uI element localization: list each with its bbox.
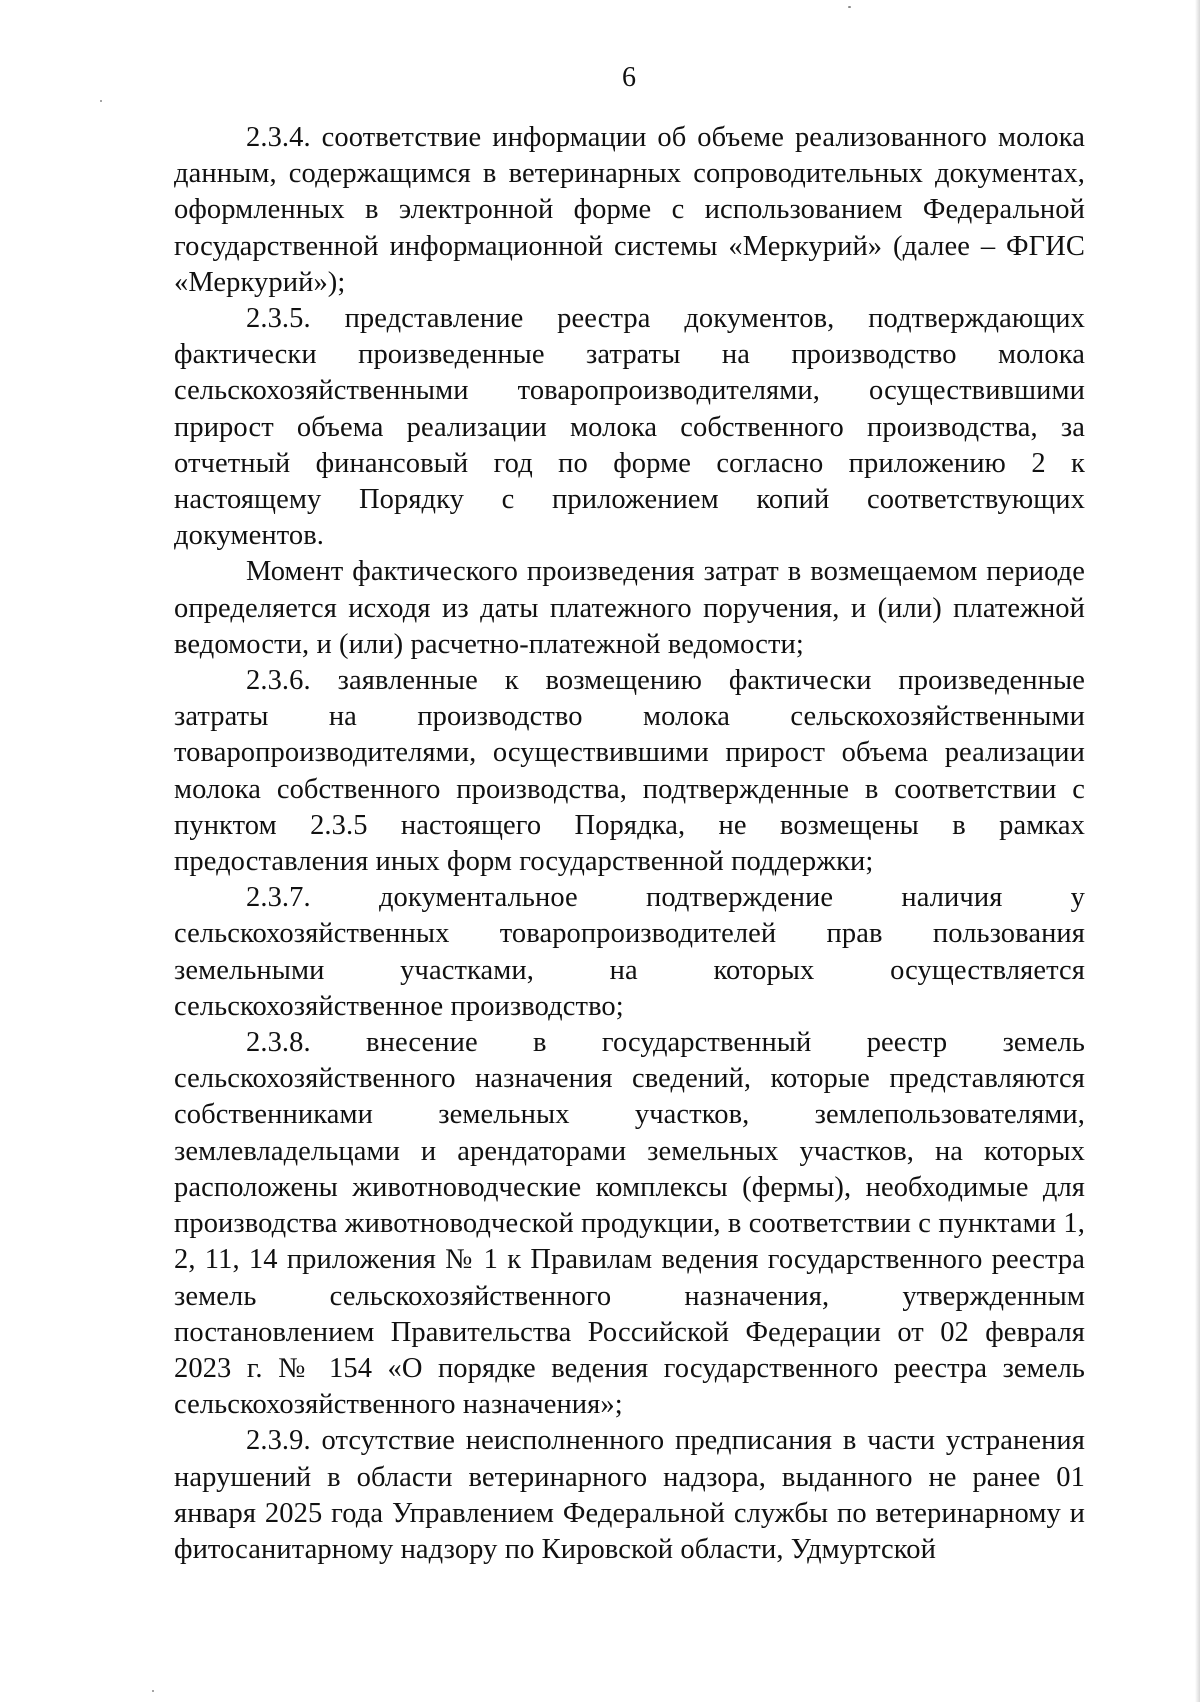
- paragraph-2-3-8: 2.3.8. внесение в государственный реестр земель сельскохозяйственного назначения сведений, которые представляются собственниками земельных участков, землепользователями, землевладельцами и арендаторами земельных участков, на которых расположены животноводческие комплексы (фермы), необходимые для производства животноводческой продукции, в соответствии с пунктами 1, 2, 11, 14 приложения № 1 к Правилам ведения государственного реестра земель сельскохозяйственного назначения, утвержденным постановлением Правительства Российской Федерации от 02 февраля 2023 г. № 154 «О порядке ведения государственного реестра земель сельскохозяйственного назначения»;: [174, 1027, 1085, 1421]
- page-number: 6: [622, 62, 636, 93]
- paragraph-2-3-7: 2.3.7. документальное подтверждение наличия у сельскохозяйственных товаропроизводителей прав пользования земельными участками, на которых осуществляется сельскохозяйственное производство;: [174, 882, 1085, 1022]
- paragraph-2-3-5: 2.3.5. представление реестра документов, подтверждающих фактически произведенные затраты на производство молока сельскохозяйственными товаропроизводителями, осуществившими прирост объема реализации молока собственного производства, за отчетный финансовый год по форме согласно приложению 2 к настоящему Порядку с приложением копий соответствующих документов.: [174, 303, 1085, 552]
- document-body: [174, 120, 1085, 1568]
- paragraph-cost-moment: Момент фактического произведения затрат в возмещаемом периоде определяется исходя из даты платежного поручения, и (или) платежной ведомости, и (или) расчетно-платежной ведомости;: [174, 556, 1085, 660]
- paragraph-2-3-4: 2.3.4. соответствие информации об объеме реализованного молока данным, содержащимся в ветеринарных сопроводительных документах, оформленных в электронной форме с использованием Федеральной государственной информационной системы «Меркурий» (далее – ФГИС «Меркурий»);: [174, 122, 1085, 298]
- scan-speck: [100, 100, 102, 102]
- scan-edge-shadow: [1195, 0, 1200, 1702]
- paragraph-2-3-9: 2.3.9. отсутствие неисполненного предписания в части устранения нарушений в области ветеринарного надзора, выданного не ранее 01 января 2025 года Управлением Федеральной службы по ветеринарному и фитосанитарному надзору по Кировской области, Удмуртской: [174, 1425, 1085, 1565]
- scan-speck: [848, 6, 851, 8]
- scan-speck: [152, 1690, 154, 1692]
- paragraph-2-3-6: 2.3.6. заявленные к возмещению фактически произведенные затраты на производство молока сельскохозяйственными товаропроизводителями, осуществившими прирост объема реализации молока собственного производства, подтвержденные в соответствии с пунктом 2.3.5 настоящего Порядка, не возмещены в рамках предоставления иных форм государственной поддержки;: [174, 665, 1085, 878]
